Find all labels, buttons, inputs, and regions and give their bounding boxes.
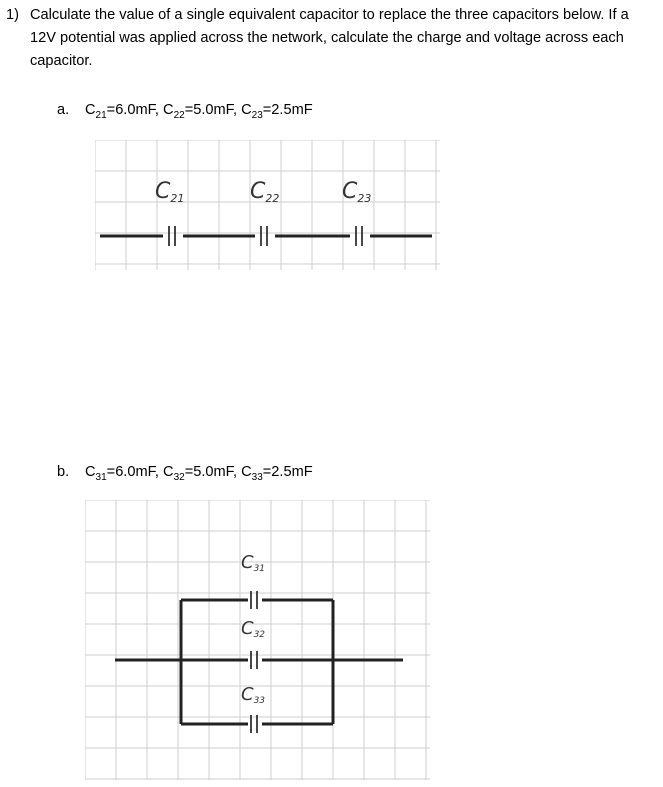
question-number: 1) bbox=[6, 7, 19, 23]
capacitor-c32-symbol bbox=[251, 651, 257, 669]
series-circuit-diagram bbox=[95, 140, 440, 270]
part-b-c31: $C_{31}=6.0mF$, bbox=[85, 464, 164, 483]
part-a-c22: $C_{22}=5.0mF$, bbox=[163, 102, 242, 121]
capacitor-c31-symbol bbox=[251, 591, 257, 609]
part-a-c21: $C_{21}=6.0mF$, bbox=[85, 102, 164, 121]
part-a-label bbox=[57, 100, 313, 126]
part-a-letter: a. bbox=[57, 102, 70, 118]
diagram-label-c32: C32 bbox=[241, 618, 266, 640]
part-b-c32: $C_{32}=5.0mF$, bbox=[163, 464, 242, 483]
diagram-label-c22: C22 bbox=[250, 179, 280, 205]
diagram-label-c33: C33 bbox=[241, 684, 266, 706]
capacitor-c33-symbol bbox=[251, 715, 257, 733]
capacitor-c21-symbol bbox=[169, 226, 175, 246]
parallel-circuit-diagram bbox=[85, 500, 430, 780]
diagram-label-c23: C23 bbox=[342, 179, 372, 205]
part-a-c23: $C_{23}=2.5mF$ bbox=[241, 102, 313, 121]
part-b-c33: $C_{33}=2.5mF$ bbox=[241, 464, 313, 483]
part-b-letter: b. bbox=[57, 464, 70, 480]
graph-paper-grid bbox=[85, 500, 430, 780]
diagram-label-c21: C21 bbox=[155, 179, 185, 205]
capacitor-c22-symbol bbox=[261, 226, 267, 246]
part-b-label bbox=[57, 462, 313, 488]
question-text: Calculate the value of a single equivalent capacitor to replace the three capacitors below. If a 12V potential was applied across the network, calculate the charge and voltage across each capacitor. bbox=[30, 7, 629, 69]
graph-paper-grid bbox=[95, 140, 440, 270]
capacitor-c23-symbol bbox=[356, 226, 362, 246]
diagram-label-c31: C31 bbox=[241, 552, 266, 574]
